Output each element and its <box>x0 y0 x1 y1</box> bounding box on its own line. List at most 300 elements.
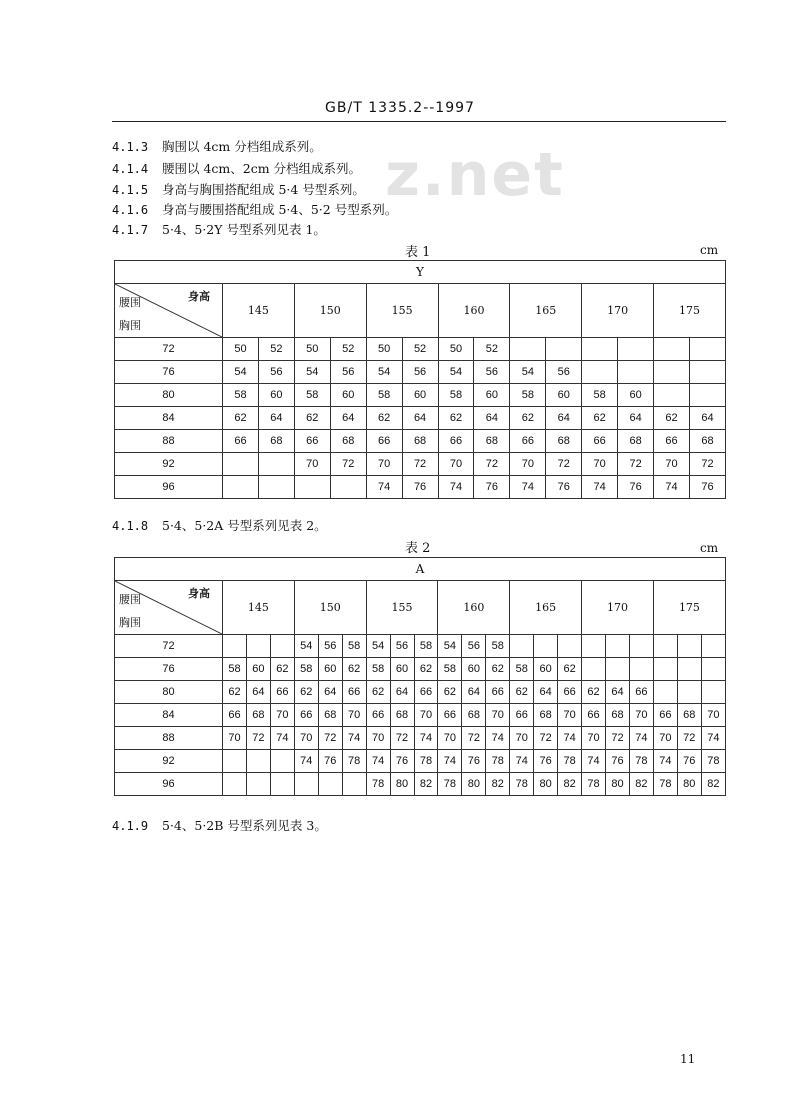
waist-value-cell: 62 <box>223 681 247 704</box>
waist-value-cell <box>701 635 725 658</box>
waist-value-cell: 56 <box>318 635 342 658</box>
waist-value-cell <box>223 773 247 796</box>
table-row <box>115 476 726 499</box>
height-header: 165 <box>510 284 582 338</box>
waist-value-cell <box>701 658 725 681</box>
waist-value-cell: 72 <box>462 727 486 750</box>
waist-value-cell: 54 <box>366 361 402 384</box>
waist-value-cell: 66 <box>653 704 677 727</box>
waist-value-cell: 70 <box>270 704 294 727</box>
table-row <box>115 361 726 384</box>
waist-value-cell: 60 <box>618 384 654 407</box>
table-row <box>115 407 726 430</box>
waist-value-cell: 66 <box>558 681 582 704</box>
waist-value-cell: 68 <box>606 704 630 727</box>
clause-number: 4.1.7 <box>112 223 149 237</box>
clause-4-1-4 <box>112 159 361 177</box>
waist-value-cell: 72 <box>689 453 725 476</box>
waist-value-cell: 76 <box>318 750 342 773</box>
header-rule <box>112 121 726 122</box>
waist-value-cell <box>677 658 701 681</box>
waist-value-cell: 82 <box>701 773 725 796</box>
waist-value-cell: 70 <box>486 704 510 727</box>
waist-value-cell: 66 <box>510 704 534 727</box>
clause-4-1-8 <box>112 516 327 534</box>
waist-value-cell: 72 <box>677 727 701 750</box>
waist-value-cell <box>223 476 259 499</box>
waist-value-cell: 62 <box>582 407 618 430</box>
waist-value-cell: 58 <box>510 384 546 407</box>
waist-value-cell: 72 <box>474 453 510 476</box>
waist-value-cell: 68 <box>462 704 486 727</box>
waist-value-cell: 76 <box>534 750 558 773</box>
clause-number: 4.1.9 <box>112 819 149 833</box>
table-row <box>115 727 726 750</box>
waist-value-cell: 76 <box>546 476 582 499</box>
waist-value-cell: 68 <box>390 704 414 727</box>
waist-value-cell <box>510 338 546 361</box>
waist-value-cell: 64 <box>546 407 582 430</box>
waist-value-cell: 74 <box>342 727 366 750</box>
clause-number: 4.1.6 <box>112 203 149 217</box>
waist-value-cell: 76 <box>474 476 510 499</box>
waist-value-cell: 70 <box>510 727 534 750</box>
chest-value-cell: 80 <box>115 384 223 407</box>
waist-value-cell: 64 <box>689 407 725 430</box>
clause-text: 5·4、5·2B 号型系列见表 3。 <box>162 818 327 833</box>
table-type-label: A <box>115 558 726 581</box>
height-header: 150 <box>294 581 366 635</box>
chest-value-cell: 72 <box>115 338 223 361</box>
waist-axis-label: 腰围 <box>119 593 141 606</box>
waist-value-cell <box>246 773 270 796</box>
waist-value-cell: 70 <box>701 704 725 727</box>
waist-value-cell: 76 <box>402 476 438 499</box>
waist-value-cell: 64 <box>390 681 414 704</box>
waist-value-cell <box>654 384 690 407</box>
clause-4-1-6 <box>112 200 397 218</box>
clause-number: 4.1.5 <box>112 183 149 197</box>
height-header: 165 <box>510 581 582 635</box>
waist-value-cell: 62 <box>366 681 390 704</box>
waist-value-cell: 70 <box>629 704 653 727</box>
waist-value-cell: 64 <box>330 407 366 430</box>
waist-value-cell: 60 <box>258 384 294 407</box>
height-header: 160 <box>438 284 510 338</box>
waist-value-cell <box>629 658 653 681</box>
waist-value-cell: 70 <box>582 453 618 476</box>
standard-header: GB/T 1335.2--1997 <box>325 100 475 116</box>
waist-value-cell: 62 <box>558 658 582 681</box>
waist-value-cell: 58 <box>510 658 534 681</box>
waist-value-cell <box>318 773 342 796</box>
waist-value-cell: 70 <box>558 704 582 727</box>
waist-value-cell <box>270 750 294 773</box>
waist-value-cell: 82 <box>629 773 653 796</box>
waist-value-cell: 64 <box>606 681 630 704</box>
waist-value-cell: 76 <box>677 750 701 773</box>
waist-value-cell <box>270 773 294 796</box>
waist-value-cell: 68 <box>258 430 294 453</box>
waist-value-cell: 66 <box>342 681 366 704</box>
waist-value-cell: 60 <box>318 658 342 681</box>
waist-value-cell: 78 <box>510 773 534 796</box>
waist-value-cell <box>689 384 725 407</box>
height-header: 155 <box>366 284 438 338</box>
waist-value-cell: 70 <box>438 453 474 476</box>
waist-value-cell: 64 <box>618 407 654 430</box>
waist-value-cell: 74 <box>438 476 474 499</box>
waist-value-cell <box>258 476 294 499</box>
waist-value-cell: 72 <box>534 727 558 750</box>
waist-value-cell: 68 <box>246 704 270 727</box>
table-row <box>115 750 726 773</box>
waist-value-cell: 68 <box>534 704 558 727</box>
clause-text: 5·4、5·2A 号型系列见表 2。 <box>162 518 327 533</box>
waist-value-cell: 80 <box>462 773 486 796</box>
waist-value-cell: 58 <box>294 658 318 681</box>
waist-value-cell: 74 <box>510 476 546 499</box>
waist-value-cell: 74 <box>582 476 618 499</box>
table-1-unit: cm <box>700 243 719 257</box>
waist-value-cell: 64 <box>462 681 486 704</box>
waist-value-cell: 58 <box>438 658 462 681</box>
waist-value-cell: 62 <box>294 407 330 430</box>
waist-value-cell <box>689 338 725 361</box>
waist-value-cell <box>582 635 606 658</box>
waist-value-cell <box>582 338 618 361</box>
clause-4-1-3 <box>112 137 322 155</box>
waist-value-cell: 56 <box>402 361 438 384</box>
waist-value-cell: 74 <box>366 476 402 499</box>
waist-value-cell <box>677 635 701 658</box>
table-row <box>115 338 726 361</box>
waist-value-cell: 58 <box>223 658 247 681</box>
chest-axis-label: 胸围 <box>119 616 141 629</box>
waist-value-cell: 68 <box>618 430 654 453</box>
waist-value-cell <box>223 453 259 476</box>
chest-value-cell: 80 <box>115 681 223 704</box>
waist-value-cell: 70 <box>294 453 330 476</box>
waist-value-cell: 78 <box>558 750 582 773</box>
waist-value-cell <box>654 361 690 384</box>
waist-value-cell <box>701 681 725 704</box>
waist-value-cell: 74 <box>510 750 534 773</box>
waist-value-cell: 74 <box>629 727 653 750</box>
waist-value-cell: 80 <box>677 773 701 796</box>
height-header: 155 <box>366 581 438 635</box>
watermark: z.net <box>385 140 565 210</box>
clause-text: 身高与胸围搭配组成 5·4 号型系列。 <box>162 182 365 197</box>
waist-value-cell <box>270 635 294 658</box>
waist-value-cell: 62 <box>582 681 606 704</box>
waist-value-cell <box>654 338 690 361</box>
waist-value-cell: 74 <box>701 727 725 750</box>
waist-value-cell: 66 <box>582 704 606 727</box>
table-type-label: Y <box>115 261 726 284</box>
waist-value-cell <box>223 750 247 773</box>
clause-number: 4.1.8 <box>112 519 149 533</box>
waist-value-cell: 74 <box>653 750 677 773</box>
waist-value-cell: 74 <box>654 476 690 499</box>
waist-value-cell: 74 <box>294 750 318 773</box>
waist-value-cell: 80 <box>606 773 630 796</box>
waist-value-cell <box>558 635 582 658</box>
waist-value-cell: 80 <box>534 773 558 796</box>
clause-4-1-5 <box>112 180 365 198</box>
waist-value-cell: 64 <box>402 407 438 430</box>
waist-value-cell: 64 <box>258 407 294 430</box>
waist-value-cell: 62 <box>438 407 474 430</box>
waist-value-cell: 58 <box>486 635 510 658</box>
waist-value-cell: 78 <box>438 773 462 796</box>
waist-value-cell <box>582 361 618 384</box>
waist-value-cell: 76 <box>462 750 486 773</box>
waist-value-cell: 72 <box>546 453 582 476</box>
waist-value-cell: 72 <box>318 727 342 750</box>
table-2-unit: cm <box>700 541 719 555</box>
waist-value-cell: 66 <box>366 430 402 453</box>
waist-value-cell: 66 <box>654 430 690 453</box>
waist-value-cell: 70 <box>294 727 318 750</box>
waist-value-cell: 50 <box>223 338 259 361</box>
height-header: 170 <box>582 284 654 338</box>
waist-value-cell: 70 <box>366 453 402 476</box>
clause-number: 4.1.3 <box>112 140 149 154</box>
waist-value-cell: 80 <box>390 773 414 796</box>
height-header: 160 <box>438 581 510 635</box>
waist-value-cell: 54 <box>438 361 474 384</box>
waist-value-cell <box>618 361 654 384</box>
waist-value-cell: 60 <box>402 384 438 407</box>
waist-value-cell: 56 <box>474 361 510 384</box>
waist-value-cell: 66 <box>438 430 474 453</box>
waist-value-cell: 70 <box>654 453 690 476</box>
waist-value-cell: 78 <box>366 773 390 796</box>
waist-axis-label: 腰围 <box>119 296 141 309</box>
waist-value-cell <box>546 338 582 361</box>
waist-value-cell: 78 <box>342 750 366 773</box>
waist-value-cell <box>582 658 606 681</box>
waist-value-cell: 64 <box>246 681 270 704</box>
waist-value-cell: 74 <box>270 727 294 750</box>
clause-number: 4.1.4 <box>112 162 149 176</box>
waist-value-cell: 62 <box>510 407 546 430</box>
height-header: 145 <box>223 284 295 338</box>
waist-value-cell: 62 <box>270 658 294 681</box>
waist-value-cell: 76 <box>390 750 414 773</box>
chest-value-cell: 72 <box>115 635 223 658</box>
waist-value-cell: 72 <box>402 453 438 476</box>
waist-value-cell: 58 <box>223 384 259 407</box>
waist-value-cell: 58 <box>438 384 474 407</box>
waist-value-cell: 70 <box>438 727 462 750</box>
waist-value-cell: 74 <box>486 727 510 750</box>
waist-value-cell: 72 <box>390 727 414 750</box>
height-header: 145 <box>223 581 295 635</box>
waist-value-cell: 60 <box>330 384 366 407</box>
page-number: 11 <box>680 1052 696 1066</box>
waist-value-cell: 66 <box>366 704 390 727</box>
waist-value-cell: 50 <box>438 338 474 361</box>
waist-value-cell <box>618 338 654 361</box>
waist-value-cell: 72 <box>618 453 654 476</box>
waist-value-cell: 50 <box>294 338 330 361</box>
waist-value-cell: 62 <box>414 658 438 681</box>
height-header: 175 <box>654 284 726 338</box>
table-row <box>115 681 726 704</box>
waist-value-cell: 66 <box>223 704 247 727</box>
waist-value-cell: 66 <box>486 681 510 704</box>
waist-value-cell: 72 <box>330 453 366 476</box>
waist-value-cell: 62 <box>438 681 462 704</box>
waist-value-cell: 66 <box>414 681 438 704</box>
waist-value-cell: 60 <box>546 384 582 407</box>
waist-value-cell <box>606 635 630 658</box>
waist-value-cell <box>294 476 330 499</box>
waist-value-cell: 78 <box>701 750 725 773</box>
waist-value-cell: 58 <box>342 635 366 658</box>
waist-value-cell: 66 <box>294 430 330 453</box>
waist-value-cell: 56 <box>546 361 582 384</box>
waist-value-cell: 60 <box>534 658 558 681</box>
waist-value-cell: 78 <box>653 773 677 796</box>
waist-value-cell: 68 <box>318 704 342 727</box>
height-axis-label: 身高 <box>188 290 210 303</box>
waist-value-cell <box>294 773 318 796</box>
waist-value-cell: 66 <box>510 430 546 453</box>
waist-value-cell: 70 <box>582 727 606 750</box>
waist-value-cell: 54 <box>294 635 318 658</box>
chest-value-cell: 96 <box>115 773 223 796</box>
chest-value-cell: 96 <box>115 476 223 499</box>
waist-value-cell <box>653 635 677 658</box>
waist-value-cell: 66 <box>270 681 294 704</box>
chest-value-cell: 92 <box>115 453 223 476</box>
waist-value-cell: 72 <box>606 727 630 750</box>
chest-value-cell: 84 <box>115 407 223 430</box>
waist-value-cell: 62 <box>486 658 510 681</box>
clause-text: 身高与腰围搭配组成 5·4、5·2 号型系列。 <box>162 202 398 217</box>
waist-value-cell: 78 <box>629 750 653 773</box>
clause-text: 胸围以 4cm 分档组成系列。 <box>162 139 322 154</box>
waist-value-cell: 76 <box>689 476 725 499</box>
table-1-caption: 表 1 <box>405 245 431 260</box>
chest-axis-label: 胸围 <box>119 319 141 332</box>
waist-value-cell: 74 <box>414 727 438 750</box>
waist-value-cell: 54 <box>223 361 259 384</box>
chest-value-cell: 88 <box>115 727 223 750</box>
waist-value-cell: 62 <box>223 407 259 430</box>
clause-4-1-9 <box>112 816 327 834</box>
clause-4-1-7 <box>112 220 326 238</box>
chest-value-cell: 92 <box>115 750 223 773</box>
waist-value-cell: 66 <box>223 430 259 453</box>
height-header: 170 <box>582 581 654 635</box>
chest-value-cell: 84 <box>115 704 223 727</box>
waist-value-cell: 68 <box>677 704 701 727</box>
corner-header-cell <box>115 581 223 635</box>
waist-value-cell: 64 <box>474 407 510 430</box>
table-row <box>115 658 726 681</box>
waist-value-cell: 70 <box>366 727 390 750</box>
waist-value-cell <box>223 635 247 658</box>
size-table-y <box>114 260 726 499</box>
waist-value-cell <box>330 476 366 499</box>
waist-value-cell: 60 <box>390 658 414 681</box>
waist-value-cell: 66 <box>629 681 653 704</box>
corner-header-cell <box>115 284 223 338</box>
height-header: 150 <box>294 284 366 338</box>
waist-value-cell: 54 <box>366 635 390 658</box>
waist-value-cell <box>510 635 534 658</box>
waist-value-cell: 68 <box>546 430 582 453</box>
waist-value-cell: 54 <box>438 635 462 658</box>
waist-value-cell: 78 <box>414 750 438 773</box>
waist-value-cell: 52 <box>330 338 366 361</box>
chest-value-cell: 76 <box>115 361 223 384</box>
waist-value-cell: 68 <box>330 430 366 453</box>
waist-value-cell: 58 <box>294 384 330 407</box>
waist-value-cell: 70 <box>223 727 247 750</box>
waist-value-cell: 70 <box>414 704 438 727</box>
chest-value-cell: 88 <box>115 430 223 453</box>
waist-value-cell <box>689 361 725 384</box>
waist-value-cell: 68 <box>474 430 510 453</box>
waist-value-cell: 82 <box>558 773 582 796</box>
waist-value-cell: 66 <box>582 430 618 453</box>
waist-value-cell <box>534 635 558 658</box>
waist-value-cell: 76 <box>606 750 630 773</box>
waist-value-cell: 50 <box>366 338 402 361</box>
waist-value-cell: 68 <box>689 430 725 453</box>
waist-value-cell: 58 <box>414 635 438 658</box>
waist-value-cell: 74 <box>558 727 582 750</box>
table-row <box>115 704 726 727</box>
waist-value-cell: 74 <box>582 750 606 773</box>
waist-value-cell <box>246 635 270 658</box>
waist-value-cell <box>246 750 270 773</box>
waist-value-cell: 74 <box>438 750 462 773</box>
height-axis-label: 身高 <box>188 587 210 600</box>
waist-value-cell: 62 <box>366 407 402 430</box>
waist-value-cell: 76 <box>618 476 654 499</box>
clause-text: 腰围以 4cm、2cm 分档组成系列。 <box>162 161 362 176</box>
waist-value-cell: 70 <box>510 453 546 476</box>
waist-value-cell: 68 <box>402 430 438 453</box>
waist-value-cell: 82 <box>486 773 510 796</box>
table-row <box>115 384 726 407</box>
waist-value-cell: 70 <box>342 704 366 727</box>
waist-value-cell: 60 <box>246 658 270 681</box>
waist-value-cell: 62 <box>342 658 366 681</box>
waist-value-cell: 56 <box>258 361 294 384</box>
chest-value-cell: 76 <box>115 658 223 681</box>
waist-value-cell: 58 <box>366 384 402 407</box>
waist-value-cell: 74 <box>366 750 390 773</box>
waist-value-cell: 60 <box>462 658 486 681</box>
waist-value-cell: 54 <box>510 361 546 384</box>
waist-value-cell: 58 <box>582 384 618 407</box>
waist-value-cell: 70 <box>653 727 677 750</box>
waist-value-cell: 56 <box>330 361 366 384</box>
waist-value-cell: 72 <box>246 727 270 750</box>
waist-value-cell <box>653 681 677 704</box>
waist-value-cell: 78 <box>582 773 606 796</box>
waist-value-cell <box>653 658 677 681</box>
waist-value-cell: 64 <box>318 681 342 704</box>
waist-value-cell: 52 <box>402 338 438 361</box>
